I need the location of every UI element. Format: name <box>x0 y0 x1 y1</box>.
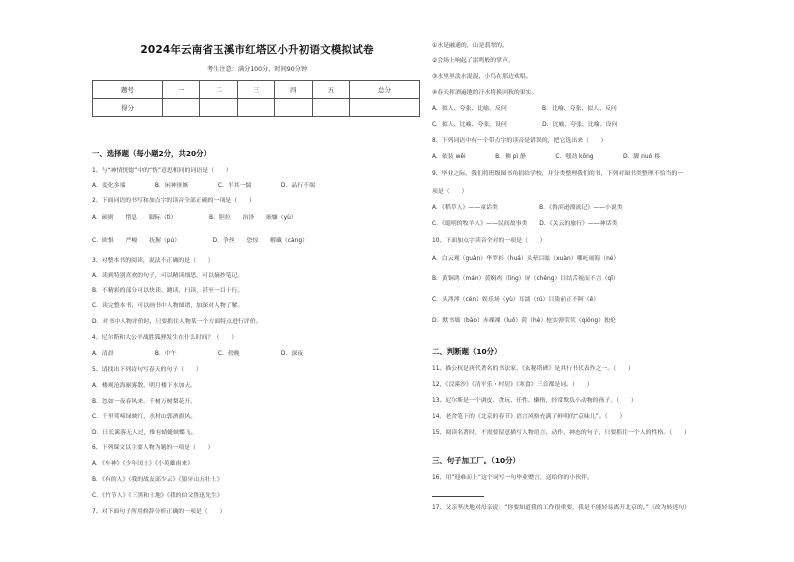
exam-notice: 考生注意：满分100分，时间90分钟 <box>206 66 308 73</box>
question-line: 11、描公权是唐代著名的书法家，《玄秘塔碑》是其行书代表作之一。（ ） <box>432 366 634 372</box>
question-line: 14、老舍笔下的《北京的春节》语言风格充满了鲜明的“京味儿”。（ ） <box>432 414 626 420</box>
section-heading-choice: 一、选择题（每小题2分，共20分） <box>92 149 211 158</box>
question-line: C．拟人、比喻、夸张、设问 D．比喻、夸张、比喻、设问 <box>432 122 618 128</box>
table-cell: 题号 <box>93 81 163 99</box>
question-line: 9、毕业之际，我们将班级图书角捐给学校，并分类整理我们的书，下列对图书类整理不恰当的一 <box>432 171 684 177</box>
score-cell[interactable] <box>200 99 237 117</box>
question-line: 项是（ ） <box>432 189 468 195</box>
question-line: C．头涔涔（cén）娱乐场（yù）耳濡（rú）目染前正不阿（ē） <box>432 297 600 303</box>
question-line: B．忽如一夜春风来，千树万树梨花开。 <box>92 399 197 405</box>
question-line: 7、对下面句子所用修辞分析正确的一项是（ ） <box>92 509 226 515</box>
exam-title: 2024年云南省玉溪市红塔区小升初语文模拟试卷 <box>140 44 374 56</box>
section-heading-judge: 二、判断题（10分） <box>432 347 502 356</box>
question-line: 17、父亲坚决地对母亲说：“你要知道我的工作很重要，我是不能轻易离开北京的。”（改为转述句） <box>432 505 691 511</box>
score-table-score-row <box>93 99 420 117</box>
table-cell: 二 <box>200 81 237 99</box>
question-line: D．日长篱落无人过，惟有蜻蜓蛱蝶飞。 <box>92 430 197 436</box>
question-line: D．对书中人物评价时，只要抓住人物某一个方面特点进行评价。 <box>92 319 262 325</box>
question-line: 5、请找出下列诗句写春天的句子（ ） <box>92 367 202 373</box>
question-line: ②会场上响起了雷鸣般的掌声。 <box>432 58 514 64</box>
score-table-header-row <box>93 81 420 99</box>
question-line: A．《稻草人》——童话类 B．《鲁滨逊漂流记》——小说类 <box>432 205 623 211</box>
question-line: A．依装 wěi B．佛 pì 静 C．嗤劲 kōng D．脚 nuó 移 <box>432 154 661 160</box>
question-line: B．不精彩的部分可以快读、跳读、扫读，甚至一目十行。 <box>92 288 244 294</box>
question-line: 16、用“迎难而上”这个词写一句毕业赠言，送给你的小伙伴。 <box>432 475 593 481</box>
answer-line[interactable] <box>432 496 484 497</box>
question-line: 1、与“神情恍惚”中的“恍”意思相同的词语是（ ） <box>92 168 232 174</box>
question-line: C．《竹节人》《三黑和土地》《我的伯父鲁迅先生》 <box>92 493 223 499</box>
question-line: 3、对整本书的阅读，说法不正确的是（ ） <box>92 258 214 264</box>
score-cell[interactable] <box>162 99 199 117</box>
question-line: 4、尼尔斯和大公羊战胜狐狸发生在什么时间？（ ） <box>92 335 238 341</box>
question-line: B．黄铜鸿（mán）黄焖鸡（lìng）屏（chēng）目结舌视而不言（qǐ） <box>432 276 619 282</box>
question-line: ④春天挥洒遍地的汗水将换回秋的果实。 <box>432 90 538 96</box>
question-line: A．《车神》《少年闰土》《小英雄雨来》 <box>92 461 194 467</box>
table-cell: 三 <box>237 81 274 99</box>
score-cell[interactable] <box>275 99 312 117</box>
question-line: A．拟人、夸张、比喻、反问 B．比喻、夸张、拟人、反问 <box>432 106 617 112</box>
question-line: A．楼观沧海驱雾散，明月楼下水加天。 <box>92 383 197 389</box>
question-line: A．変化多端 B．闲神匪嫉 C．半其一惴 D．品行不端 <box>92 183 315 189</box>
section-heading-sentence: 三、句子加工厂。（10分） <box>432 456 520 465</box>
table-cell: 四 <box>275 81 312 99</box>
question-line: A．硕则 惜息 脚际（tì） B．胆拉 治泽 嵌嫌（yù） <box>92 215 297 221</box>
question-line: ③水里里淡水混混，小鸟在那边欢唱。 <box>432 74 532 80</box>
question-line: A．读到特别喜欢的句子，可以精读细思，可以摘抄笔记。 <box>92 273 244 279</box>
question-line: C．读完整本书，可以画书中人物图谱，加深对人物了解。 <box>92 303 244 309</box>
question-line: A．清晨 B．中午 C．傍晚 D．深夜 <box>92 351 304 357</box>
question-line: D．默书墙（bāo）赤裸裸（luǒ）荷（hè）枪实弹茕茕（qióng）独伦 <box>432 318 616 324</box>
question-line: 13、尼尔斯是一个调皮、贪玩、任性、懒惰，经常欺负小动物的孩子。（ ） <box>432 398 637 404</box>
question-line: C．千里莺啼绿映红，水村山郭酒旗风。 <box>92 414 197 420</box>
score-cell[interactable] <box>312 99 349 117</box>
score-cell[interactable] <box>237 99 274 117</box>
score-table <box>92 80 420 117</box>
table-cell: 得分 <box>93 99 163 117</box>
question-line: 8、下列词语中有一个带点字的读音是错误的，把它选出来（ ） <box>432 138 607 144</box>
question-line: 10、下面加点字读音全对的一项是（ ） <box>432 238 546 244</box>
question-line: A．白云观（guàn）华罗衫（huá）头晕目眩（xuàn）哪吒闹海（né） <box>432 256 620 262</box>
table-cell: 五 <box>312 81 349 99</box>
question-line: 2、下面词语的书写和加点字的读音全部正确的一项是（ ） <box>92 198 255 204</box>
question-line: 12、《浣溪沙》《清平乐・村居》《寒食》三首都是词。（ ） <box>432 382 593 388</box>
question-line: C．欧恨 严峻 抚握（pú） D．争丝 恐惊 解藏（càng） <box>92 238 308 244</box>
question-line: 6、下列课文以主要人物为题的一项是（ ） <box>92 445 214 451</box>
question-line: B．《有的人》《我的战友邱少云》《狼牙山五壮士》 <box>92 477 223 483</box>
score-cell[interactable] <box>350 99 420 117</box>
question-line: 15、阅读名著时，不需要留意描写人物语言、动作、神态的句子，只要抓住一个人的性格。（ ） <box>432 430 690 436</box>
question-line: C．《聪明的牧羊人》——民间故事类 D．《关云的旅行》——神话类 <box>432 221 618 227</box>
question-line: ①水是融通的，山是翡翠的。 <box>432 43 508 49</box>
table-cell: 总分 <box>350 81 420 99</box>
table-cell: 一 <box>162 81 199 99</box>
